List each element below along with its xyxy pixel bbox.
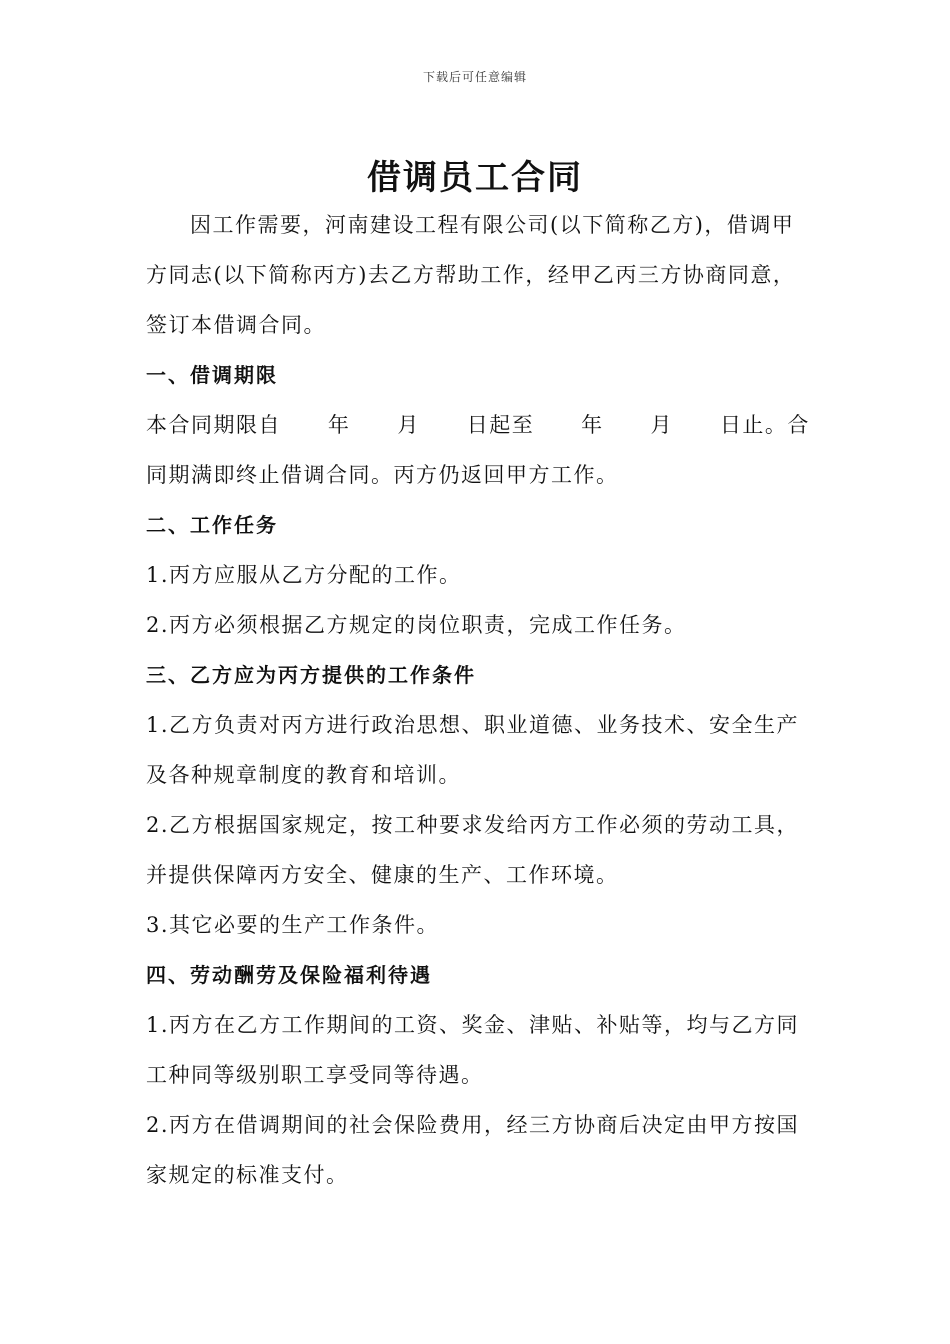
section-3-line-1: 1.乙方负责对丙方进行政治思想、职业道德、业务技术、安全生产	[146, 713, 800, 737]
term-text-start: 本合同期限自	[146, 413, 281, 437]
intro-line-1: 因工作需要，河南建设工程有限公司(以下简称乙方)，借调甲	[190, 213, 795, 237]
section-3-line-4: 并提供保障丙方安全、健康的生产、工作环境。	[146, 863, 619, 887]
section-3-heading: 三、乙方应为丙方提供的工作条件	[146, 663, 476, 687]
term-month-start: 月	[397, 413, 420, 437]
section-4-heading: 四、劳动酬劳及保险福利待遇	[146, 963, 432, 987]
section-2-item-2: 2.丙方必须根据乙方规定的岗位职责，完成工作任务。	[146, 613, 687, 637]
contract-term-line	[146, 400, 810, 450]
term-year-start: 年	[327, 413, 351, 437]
term-day-start: 日起至	[466, 413, 535, 437]
intro-line-2: 方同志(以下简称丙方)去乙方帮助工作，经甲乙丙三方协商同意，	[146, 263, 796, 287]
term-day-end: 日止。合	[719, 413, 810, 437]
section-3-line-5: 3.其它必要的生产工作条件。	[146, 913, 440, 937]
section-3-line-3: 2.乙方根据国家规定，按工种要求发给丙方工作必须的劳动工具，	[146, 813, 800, 837]
section-1-heading: 一、借调期限	[146, 363, 278, 387]
section-4-line-1: 1.丙方在乙方工作期间的工资、奖金、津贴、补贴等，均与乙方同	[146, 1013, 800, 1037]
section-3-line-2: 及各种规章制度的教育和培训。	[146, 763, 461, 787]
section-2-heading: 二、工作任务	[146, 513, 278, 537]
document-title: 借调员工合同	[367, 158, 583, 198]
section-4-line-2: 工种同等级别职工享受同等待遇。	[146, 1063, 484, 1087]
header-note: 下载后可任意编辑	[422, 70, 527, 84]
section-4-line-3: 2.丙方在借调期间的社会保险费用，经三方协商后决定由甲方按国	[146, 1113, 800, 1137]
intro-line-3: 签订本借调合同。	[146, 313, 326, 337]
section-2-item-1: 1.丙方应服从乙方分配的工作。	[146, 563, 462, 587]
document-body	[146, 200, 810, 1200]
term-year-end: 年	[581, 413, 604, 437]
contract-term-line-2: 同期满即终止借调合同。丙方仍返回甲方工作。	[146, 463, 619, 487]
term-month-end: 月	[650, 413, 674, 437]
section-4-line-4: 家规定的标准支付。	[146, 1163, 349, 1187]
